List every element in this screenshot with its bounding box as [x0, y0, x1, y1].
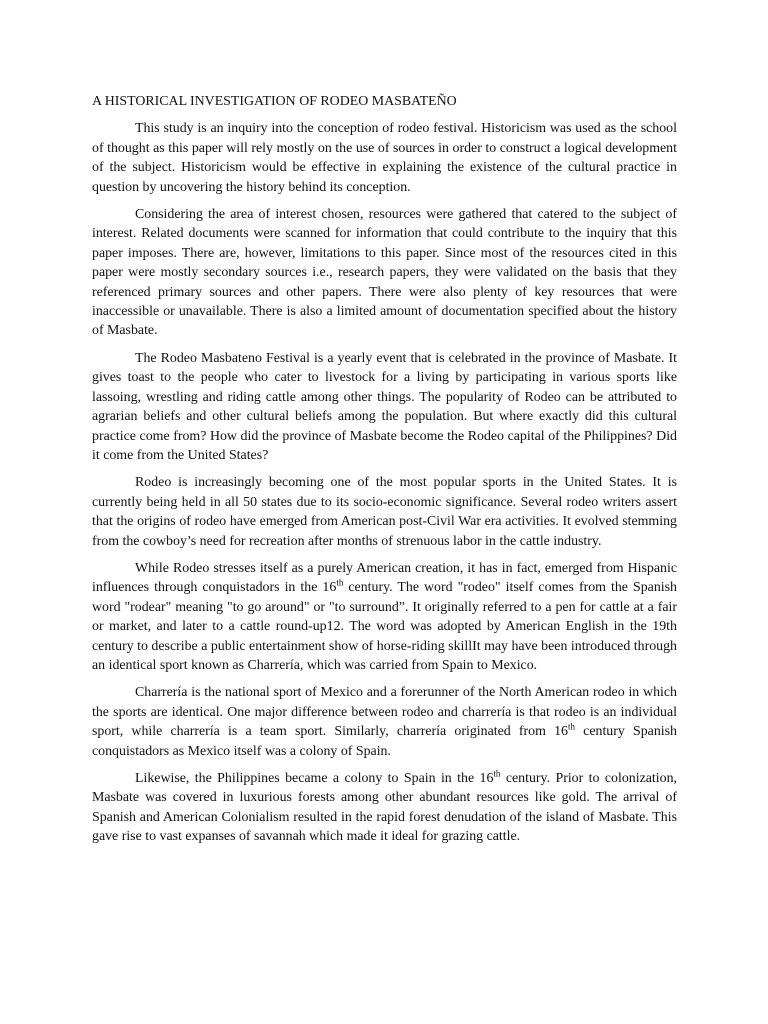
paragraph-4 [92, 473, 677, 551]
paragraph-text: Considering the area of interest chosen, resources were gathered that catered to the subject of interest. Related documents were scanned for information that could contribute to the inquiry that this paper imposes. There are, however, limitations to this paper. Since most of the resources cited in this paper were mostly secondary sources i.e., research papers, they were validated on the basis that they referenced primary sources and other papers. There were also plenty of key resources that were inaccessible or unavailable. There is also a limited amount of documentation specified about the history of Masbate. [92, 207, 677, 339]
ordinal-superscript: th [567, 721, 575, 732]
ordinal-superscript: th [493, 768, 501, 779]
paragraph-6 [92, 683, 677, 761]
paragraph-text: Rodeo is increasingly becoming one of the most popular sports in the United States. It is currently being held in all 50 states due to its socio-economic significance. Several rodeo writers assert that the origins of rodeo have emerged from American post-Civil War era activities. It evolved stemming from the cowboy’s need for recreation after months of strenuous labor in the cattle industry. [92, 475, 677, 549]
paragraph-text: century Spanish conquistadors as Mexico itself was a colony of Spain. [92, 724, 677, 759]
paragraph-3 [92, 349, 677, 465]
paragraph-text: Likewise, the Philippines became a colony to Spain in the 16 [135, 771, 494, 786]
paragraph-1 [92, 119, 677, 197]
paragraph-text: This study is an inquiry into the conception of rodeo festival. Historicism was used as the school of thought as this paper will rely mostly on the use of sources in order to construct a logical development of the subject. Historicism would be effective in explaining the existence of the cultural practice in question by uncovering the history behind its conception. [92, 121, 677, 195]
paragraph-text: The Rodeo Masbateno Festival is a yearly event that is celebrated in the province of Masbate. It gives toast to the people who cater to livestock for a living by participating in various sports like lassoing, wrestling and riding cattle among other things. The popularity of Rodeo can be attributed to agrarian beliefs and other cultural beliefs among the population. But where exactly did this cultural practice come from? How did the province of Masbate become the Rodeo capital of the Philippines? Did it come from the United States? [92, 350, 677, 463]
paragraph-text: While Rodeo stresses itself as a purely American creation, it has in fact, emerged from Hispanic influences through conquistadors in the 16 [92, 560, 677, 596]
paragraph-2 [92, 205, 677, 341]
paragraph-text: century. The word "rodeo" itself comes from the Spanish word "rodear" meaning "to go around" or "to surround”. It originally referred to a pen for cattle at a fair or market, and later to a cattle round-up12. The word was adopted by American English in the 19th century to describe a public entertainment show of horse-riding skillIt may have been introduced through an identical sport known as Charrería, which was carried from Spain to Mexico. [92, 580, 678, 673]
paragraph-5 [92, 559, 677, 675]
ordinal-superscript: th [336, 577, 344, 588]
paragraph-text: Charrería is the national sport of Mexico and a forerunner of the North American rodeo in which the sports are identical. One major difference between rodeo and charrería is that rodeo is an individual sport, while charrería is a team sport. Similarly, charrería originated from 16 [92, 685, 677, 740]
document-title: A HISTORICAL INVESTIGATION OF RODEO MASBATEÑO [92, 94, 457, 109]
document-page [92, 92, 677, 855]
paragraph-text: century. Prior to colonization, Masbate was covered in luxurious forests among other abundant resources like gold. The arrival of Spanish and American Colonialism resulted in the rapid forest denudation of the island of Masbate. This gave rise to vast expanses of savannah which made it ideal for grazing cattle. [92, 771, 677, 845]
paragraph-7 [92, 769, 677, 847]
document-body [92, 119, 677, 846]
